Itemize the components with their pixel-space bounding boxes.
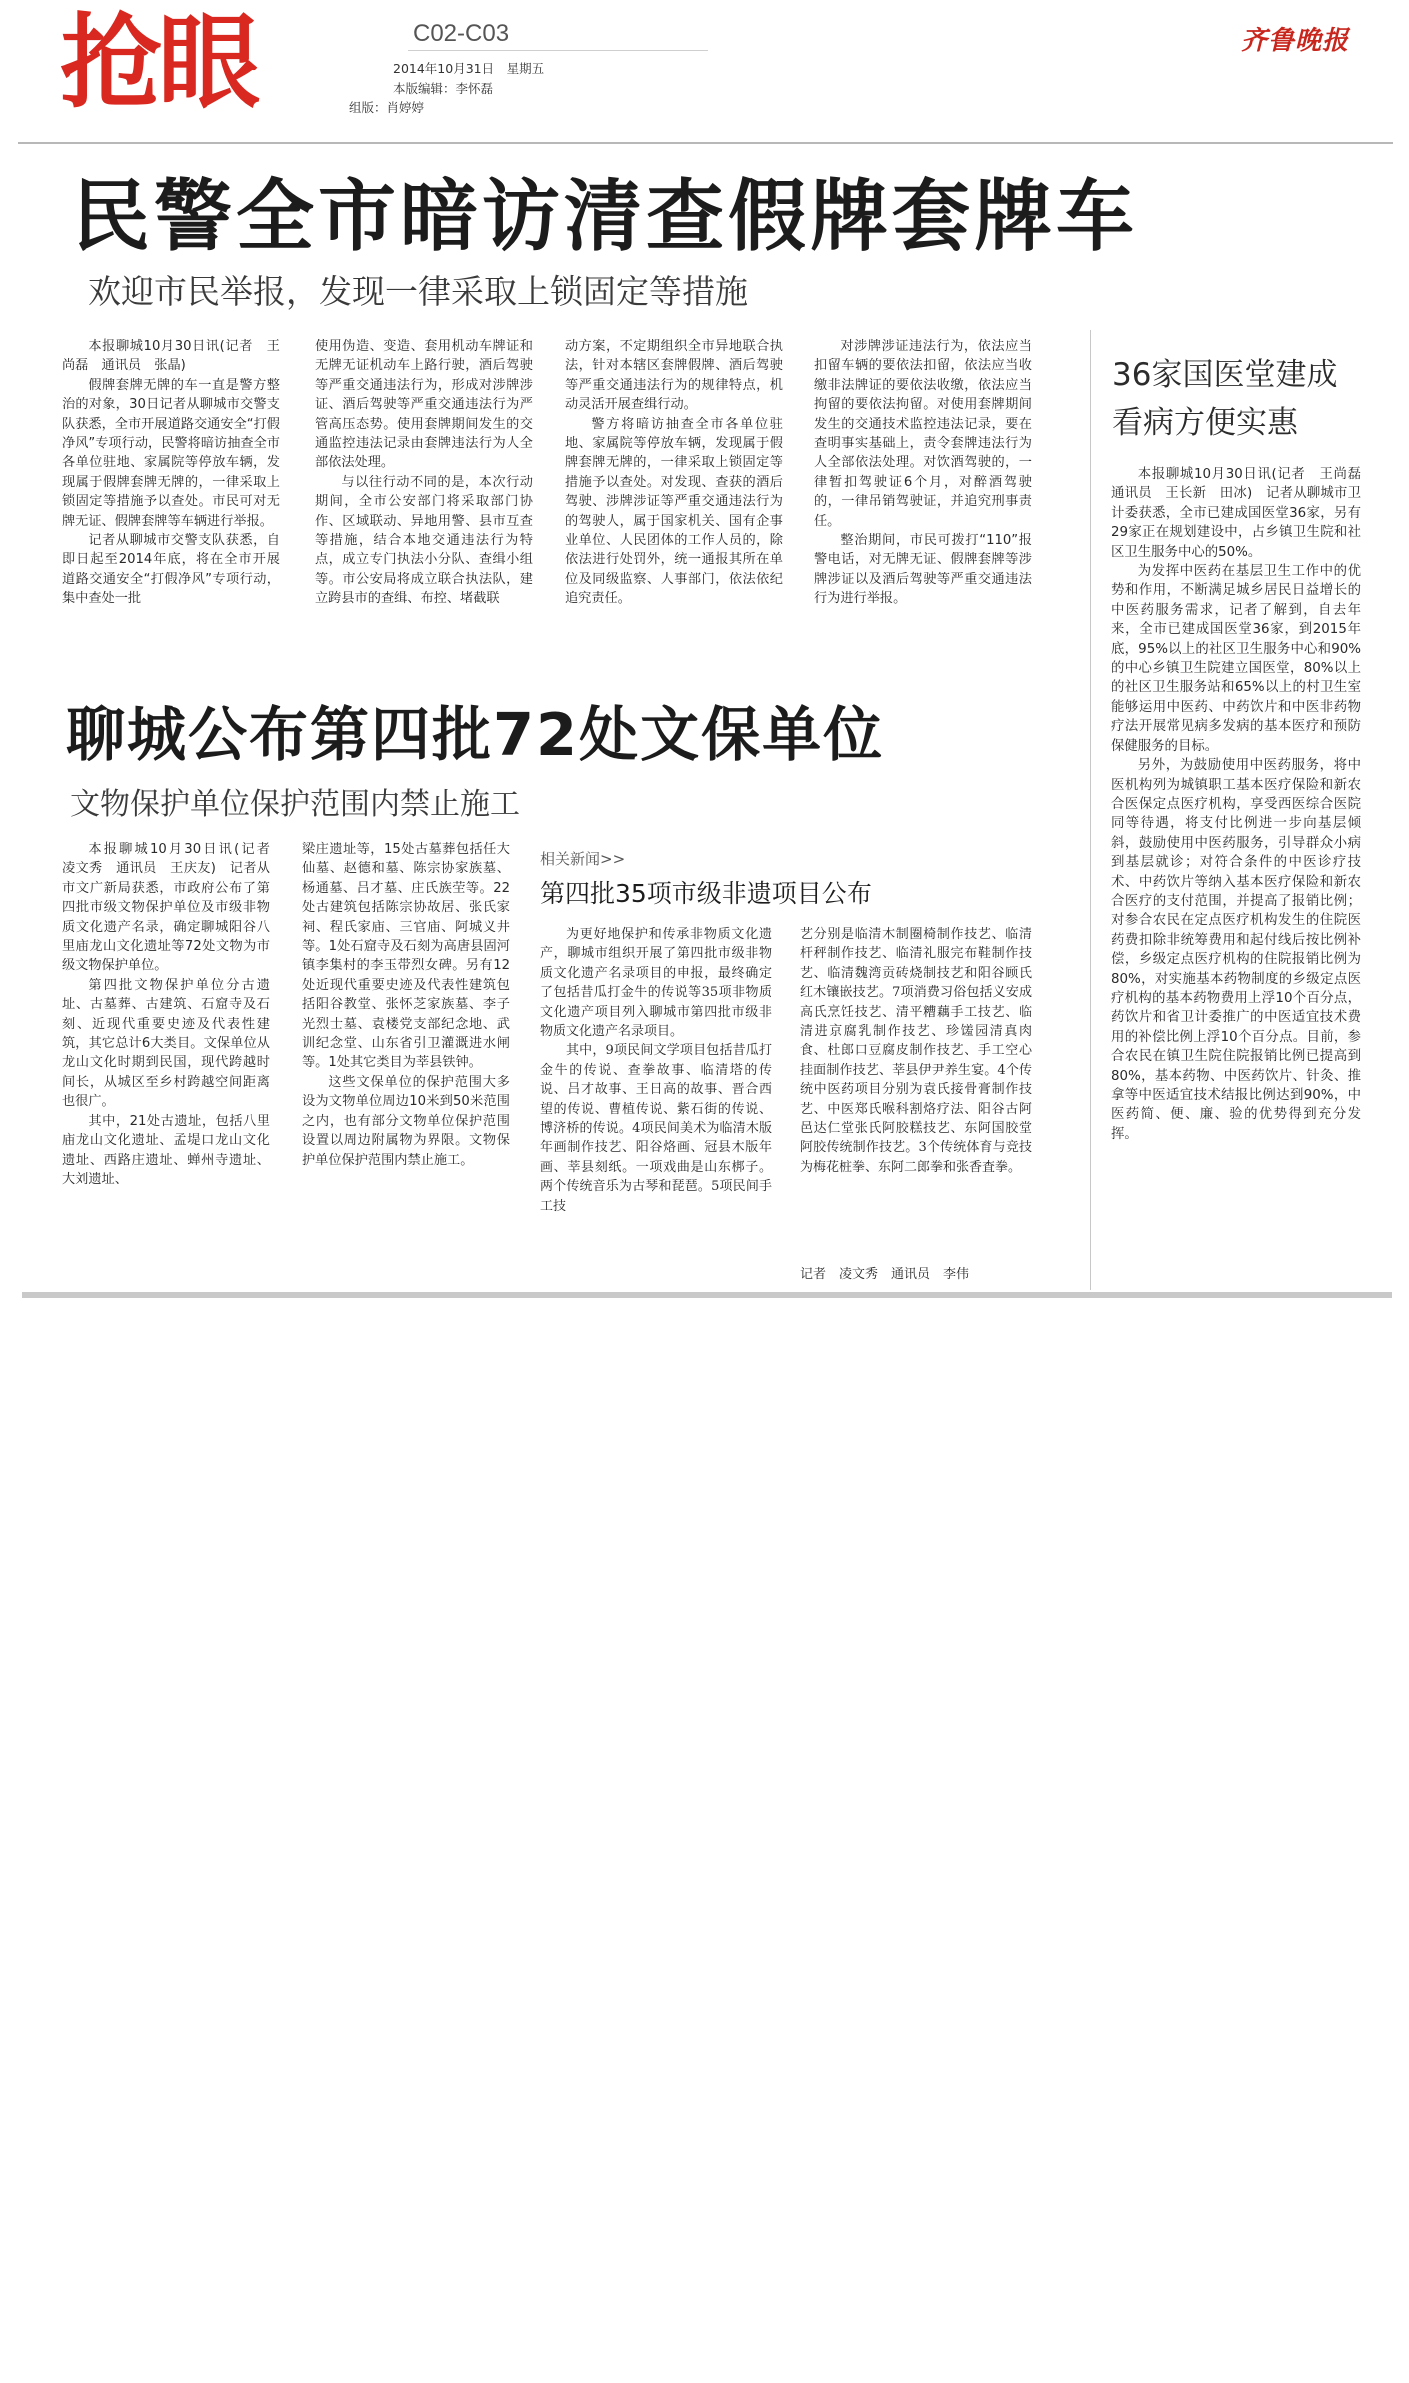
footer-rule (22, 1292, 1392, 1298)
sidebar-divider (1090, 330, 1091, 1290)
masthead-divider (408, 50, 708, 51)
page-numbers: C02-C03 (413, 20, 510, 47)
article2-column-2 (302, 840, 510, 1290)
article2-paragraph: 第四批文物保护单位分古遗址、古墓葬、古建筑、石窟寺及石刻、近现代重要史迹及代表性建筑，其它总计6大类目。文保单位从龙山文化时期到民国，现代跨越时间长，从城区至乡村跨越空间距离也很广。 (62, 977, 270, 1110)
article2-column-1 (62, 840, 284, 1290)
related-byline: 记者 凌文秀 通讯员 李伟 (800, 1267, 970, 1282)
issue-date: 2014年10月31日 星期五 (393, 61, 545, 76)
article1-column-1 (62, 337, 280, 687)
article1-paragraph: 对涉牌涉证违法行为，依法应当扣留车辆的要依法扣留，依法应当收缴非法牌证的要依法收缴，依法应当拘留的要依法拘留。对使用套牌期间发生的交通技术监控违法记录，要在查明事实基础上，责令套牌违法行为人全部依法处理。对饮酒驾驶的，一律暂扣驾驶证6个月，对醉酒驾驶的，一律吊销驾驶证，并追究刑事责任。 (814, 339, 1032, 529)
article1-headline: 民警全市暗访清查假牌套牌车 (72, 172, 1139, 262)
article1-paragraph: 使用伪造、变造、套用机动车牌证和无牌无证机动车上路行驶，酒后驾驶等严重交通违法行为，形成对涉牌涉证、酒后驾驶等严重交通违法行为严管高压态势。使用套牌期间发生的交通监控违法记录由套牌违法行为人全部依法处理。 (315, 339, 533, 471)
article1-byline: 本报聊城10月30日讯(记者 王尚磊 通讯员 张晶) (62, 339, 280, 374)
sidebar-headline-line-1: 36家国医堂建成 (1112, 357, 1338, 393)
related-paragraph: 为更好地保护和传承非物质文化遗产，聊城市组织开展了第四批市级非物质文化遗产名录项目的申报，最终确定了包括昔瓜打金牛的传说等35项非物质文化遗产项目列入聊城市第四批市级非物质文化遗产名录项目。 (540, 927, 772, 1040)
section-title: 抢眼 (60, 4, 256, 123)
article1-subhead: 欢迎市民举报，发现一律采取上锁固定等措施 (88, 272, 748, 311)
article2-paragraph: 梁庄遗址等，15处古墓葬包括任大仙墓、赵德和墓、陈宗协家族墓、杨通墓、吕才墓、庄氏族茔等。22处古建筑包括陈宗协故居、张氏家祠、程氏家庙、三官庙、阿城义井等。1处石窟寺及石刻为高唐县固河镇李集村的李玉带烈女碑。另有12处近现代重要史迹及代表性建筑包括阳谷教堂、张怀芝家族墓、李子光烈士墓、袁楼党支部纪念地、武训纪念堂、山东省引卫灌溉进水闸等。1处其它类目为莘县铁钟。 (302, 842, 510, 1071)
article1-column-4 (814, 337, 1032, 687)
article2-byline: 本报聊城10月30日讯(记者 凌文秀 通讯员 王庆友) 记者从市文广新局获悉，市政府公布了第四批市级文物保护单位及市级非物质文化遗产名录，确定聊城阳谷八里庙龙山文化遗址等72处文物为市级文物保护单位。 (62, 842, 284, 974)
sidebar-body (1111, 465, 1375, 1285)
article1-paragraph: 与以往行动不同的是，本次行动期间，全市公安部门将采取部门协作、区域联动、异地用警、县市互查等措施，结合本地交通违法行为特点，成立专门执法小分队、查缉小组等。市公安局将成立联合执法队，建立跨县市的查缉、布控、堵截联 (315, 474, 533, 607)
article1-column-2 (315, 337, 533, 687)
article1-paragraph: 假牌套牌无牌的车一直是警方整治的对象，30日记者从聊城市交警支队获悉，全市开展道路交通安全“打假净风”专项行动，民警将暗访抽查全市各单位驻地、家属院等停放车辆，发现属于假牌套牌无牌的，一律采取上锁固定等措施予以查处。市民可对无牌无证、假牌套牌等车辆进行举报。 (62, 377, 280, 529)
related-paragraph: 其中，9项民间文学项目包括昔瓜打金牛的传说、查拳故事、临清塔的传说、吕才故事、王日高的故事、晋合西望的传说、曹植传说、紫石街的传说、博济桥的传说。4项民间美术为临清木版年画制作技艺、阳谷烙画、冠县木版年画、莘县刻纸。一项戏曲是山东梆子。两个传统音乐为古琴和琵琶。5项民间手工技 (540, 1043, 772, 1214)
sidebar-paragraph: 另外，为鼓励使用中医药服务，将中医机构列为城镇职工基本医疗保险和新农合医保定点医疗机构，享受西医综合医院同等待遇，将支付比例进一步向基层倾斜，鼓励使用中医药服务，引导群众小病到基层就诊；对符合条件的中医诊疗技术、中药饮片等纳入基本医疗保险和新农合医疗的支付范围，并提高了报销比例；对参合农民在定点医疗机构发生的住院医药费扣除非统筹费用和起付线后按比例补偿，乡级定点医疗机构的住院报销比例为80%，对实施基本药物制度的乡级定点医疗机构的基本药物费用上浮10个百分点，药饮片和省卫计委推广的中医适宜技术费用的补偿比例上浮10个百分点。目前，参合农民在镇卫生院住院报销比例已提高到80%，基本药物、中医药饮片、针灸、推拿等中医适宜技术结报比例达到90%，中医药简、便、廉、验的优势得到充分发挥。 (1111, 758, 1361, 1142)
related-column-2 (800, 925, 1032, 1265)
article2-headline: 聊城公布第四批72处文保单位 (66, 700, 885, 769)
related-byline-wrap (800, 1265, 1032, 1287)
article1-paragraph: 整治期间，市民可拨打“110”报警电话，对无牌无证、假牌套牌等涉牌涉证以及酒后驾驶等严重交通违法行为进行举报。 (814, 533, 1032, 607)
article2-subhead: 文物保护单位保护范围内禁止施工 (70, 787, 520, 822)
article1-column-3 (565, 337, 783, 687)
article2-paragraph: 其中，21处古遗址，包括八里庙龙山文化遗址、孟堤口龙山文化遗址、西路庄遗址、蝉州寺遗址、大刘遗址、 (62, 1113, 270, 1187)
sidebar-byline: 本报聊城10月30日讯(记者 王尚磊 通讯员 王长新 田冰) 记者从聊城市卫计委获悉，全市已建成国医堂36家，另有29家正在规划建设中，占乡镇卫生院和社区卫生服务中心的50%。 (1111, 467, 1375, 560)
article1-paragraph: 动方案，不定期组织全市异地联合执法，针对本辖区套牌假牌、酒后驾驶等严重交通违法行为的规律特点，机动灵活开展查缉行动。 (565, 339, 783, 413)
related-column-1 (540, 925, 772, 1287)
editor-credit: 本版编辑：李怀磊 (393, 81, 494, 96)
article1-paragraph: 记者从聊城市交警支队获悉，自即日起至2014年底，将在全市开展道路交通安全“打假净风”专项行动，集中查处一批 (62, 533, 280, 607)
related-news-label: 相关新闻>> (540, 850, 626, 868)
sidebar-headline-line-2: 看病方便实惠 (1112, 405, 1298, 441)
newspaper-logo: 齐鲁晚报 (1240, 26, 1349, 56)
layout-credit: 组版：肖婷婷 (349, 100, 425, 115)
header-rule (18, 142, 1393, 144)
related-paragraph: 艺分别是临清木制圈椅制作技艺、临清杆秤制作技艺、临清礼服完布鞋制作技艺、临清魏湾贡砖烧制技艺和阳谷顾氏红木镶嵌技艺。7项消费习俗包括义安成高氏烹饪技艺、清平糟藕手工技艺、临清进京腐乳制作技艺、珍馐园清真肉食、杜郎口豆腐皮制作技艺、手工空心挂面制作技艺、莘县伊尹养生宴。4个传统中医药项目分别为袁氏接骨膏制作技艺、中医郑氏喉科割烙疗法、阳谷古阿邑达仁堂张氏阿胶糕技艺、东阿国胶堂阿胶传统制作技艺。3个传统体育与竞技为梅花桩拳、东阿二郎拳和张香査拳。 (800, 927, 1032, 1175)
article2-paragraph: 这些文保单位的保护范围大多设为文物单位周边10米到50米范围之内，也有部分文物单位保护范围设置以周边附属物为界限。文物保护单位保护范围内禁止施工。 (302, 1074, 510, 1168)
related-news-headline: 第四批35项市级非遗项目公布 (540, 879, 872, 908)
sidebar-paragraph: 为发挥中医药在基层卫生工作中的优势和作用，不断满足城乡居民日益增长的中医药服务需求，记者了解到，自去年来，全市已建成国医堂36家，到2015年底，95%以上的社区卫生服务中心和90%的中心乡镇卫生院建立国医堂，80%以上的社区卫生服务站和65%以上的村卫生室能够运用中医药、中药饮片和中医非药物疗法开展常见病多发病的基本医疗和预防保健服务的目标。 (1111, 564, 1361, 754)
article1-paragraph: 警方将暗访抽查全市各单位驻地、家属院等停放车辆，发现属于假牌套牌无牌的，一律采取上锁固定等措施予以查处。对发现、查获的酒后驾驶、涉牌涉证等严重交通违法行为的驾驶人，属于国家机关、国有企事业单位、人民团体的工作人员的，除依法进行处罚外，统一通报其所在单位及同级监察、人事部门，依法依纪追究责任。 (565, 416, 783, 607)
